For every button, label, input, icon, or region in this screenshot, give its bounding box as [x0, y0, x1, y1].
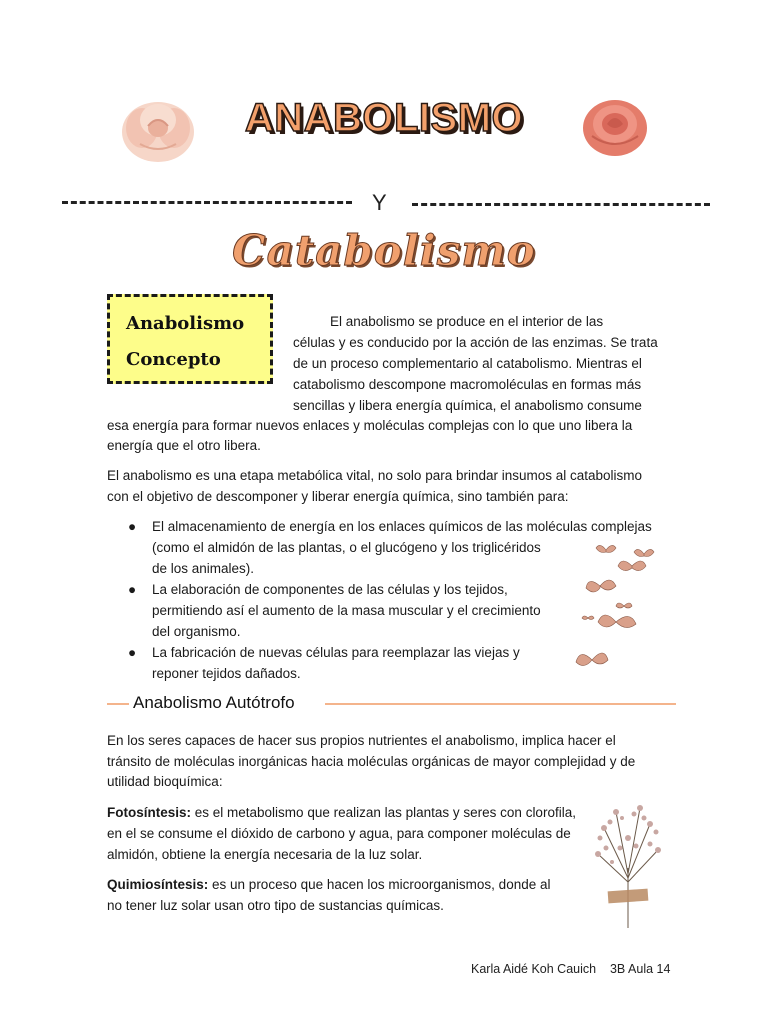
fotosintesis-text: es el metabolismo que realizan las plantas y seres con clorofila, [191, 805, 576, 820]
fotosintesis-line-1 [107, 802, 576, 823]
bullet-text: permitiendo así el aumento de la masa muscular y el crecimiento [152, 603, 541, 618]
intro-line-5: sencillas y libera energía química, el anabolismo consume [293, 398, 642, 413]
section-line-1: En los seres capaces de hacer sus propios nutrientes el anabolismo, implica hacer el [107, 733, 616, 748]
intro-line-2: células y es conducido por la acción de las enzimas. Se trata [293, 335, 658, 350]
list-item [128, 516, 652, 579]
page-subtitle: Catabolismo [232, 226, 536, 275]
bullet-text: de los animales). [152, 561, 255, 576]
bullet-text: del organismo. [152, 624, 241, 639]
quimiosintesis-term: Quimiosíntesis: [107, 877, 209, 892]
vital-line-2: con el objetivo de descomponer y liberar energía química, sino también para: [107, 489, 569, 504]
fotosintesis-term: Fotosíntesis: [107, 805, 192, 820]
vital-line-1: El anabolismo es una etapa metabólica vital, no solo para brindar insumos al catabolismo [107, 468, 643, 483]
intro-line-4: catabolismo descompone macromoléculas en formas más [293, 377, 642, 392]
list-item [128, 579, 548, 642]
connector-text: Y [372, 190, 387, 215]
section-rule-left [107, 703, 129, 705]
fotosintesis-line-2: en el se consume el dióxido de carbono y agua, para componer moléculas de [107, 826, 571, 841]
quimiosintesis-line-2: no tener luz solar usan otro tipo de sustancias químicas. [107, 898, 444, 913]
quimiosintesis-line-1 [107, 874, 550, 895]
bullet-list [128, 516, 652, 684]
fotosintesis-line-3: almidón, obtiene la energía necesaria de la luz solar. [107, 847, 423, 862]
section-line-2: tránsito de moléculas inorgánicas hacia moléculas orgánicas de mayor complejidad y de [107, 754, 636, 769]
intro-line-1: El anabolismo se produce en el interior de las [330, 314, 604, 329]
concept-box-line2: Concepto [126, 349, 221, 370]
bullet-text: (como el almidón de las plantas, o el glucógeno y los triglicéridos [152, 540, 541, 555]
concept-box-line1: Anabolismo [126, 313, 245, 334]
bullet-text: La elaboración de componentes de las células y los tejidos, [152, 582, 508, 597]
divider-right [412, 203, 710, 206]
bullet-icon: ● [128, 519, 137, 534]
page-title: ANABOLISMO [244, 96, 524, 140]
list-item [128, 642, 548, 684]
bullet-text: reponer tejidos dañados. [152, 666, 301, 681]
section-line-3: utilidad bioquímica: [107, 774, 223, 789]
butterflies-icon [572, 540, 664, 680]
intro-line-7: energía que el otro libera. [107, 438, 261, 453]
intro-line-3: de un proceso complementario al catabolismo. Mientras el [293, 356, 642, 371]
section-heading: Anabolismo Autótrofo [133, 693, 295, 712]
intro-line-6: esa energía para formar nuevos enlaces y moléculas complejas con lo que uno libera la [107, 418, 633, 433]
section-rule-right [325, 703, 676, 705]
bullet-icon: ● [128, 582, 137, 597]
bullet-icon: ● [128, 645, 137, 660]
divider-left [62, 201, 352, 204]
quimiosintesis-text: es un proceso que hacen los microorganismos, donde al [208, 877, 551, 892]
bullet-text: La fabricación de nuevas células para reemplazar las viejas y [152, 645, 520, 660]
footer-credit: Karla Aidé Koh Cauich 3B Aula 14 [471, 962, 671, 976]
dried-flowers-icon [590, 798, 666, 930]
concept-box [107, 294, 273, 384]
bullet-text: El almacenamiento de energía en los enlaces químicos de las moléculas complejas [152, 519, 652, 534]
